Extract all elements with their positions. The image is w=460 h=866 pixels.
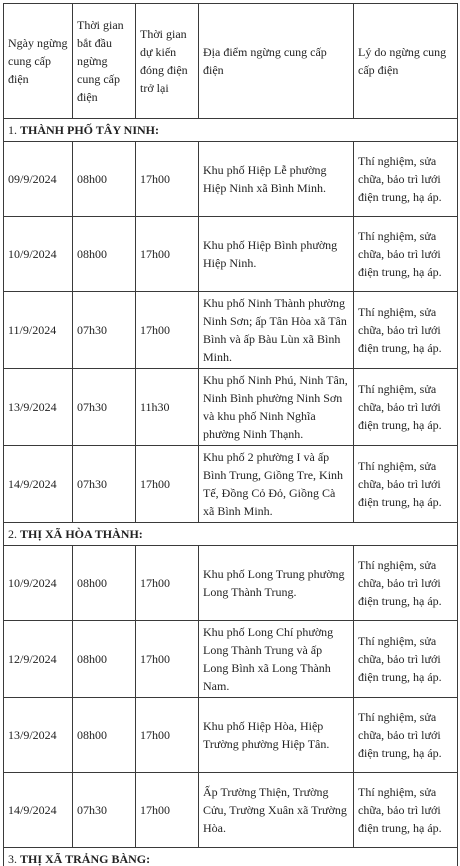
section-title <box>4 523 458 546</box>
table-row <box>4 546 458 621</box>
cell-end-time: 11h30 <box>136 369 199 446</box>
cell-date: 14/9/2024 <box>4 446 73 523</box>
header-date: Ngày ngừng cung cấp điện <box>4 4 73 119</box>
cell-location: Khu phố 2 phường I và ấp Bình Trung, Giồng Tre, Kinh Tế, Đồng Cỏ Đỏ, Giồng Cà xã Bình Minh. <box>199 446 354 523</box>
cell-start-time: 07h30 <box>73 446 136 523</box>
cell-end-time: 17h00 <box>136 142 199 217</box>
cell-reason: Thí nghiệm, sửa chữa, bảo trì lưới điện trung, hạ áp. <box>354 446 458 523</box>
header-location: Địa điểm ngừng cung cấp điện <box>199 4 354 119</box>
cell-start-time: 07h30 <box>73 369 136 446</box>
header-reason: Lý do ngừng cung cấp điện <box>354 4 458 119</box>
table-row <box>4 217 458 292</box>
section-title <box>4 119 458 142</box>
cell-date: 09/9/2024 <box>4 142 73 217</box>
table-body <box>4 119 458 866</box>
table-header <box>4 4 458 119</box>
section-title <box>4 848 458 866</box>
section-header-row <box>4 523 458 546</box>
cell-end-time: 17h00 <box>136 698 199 773</box>
table-row <box>4 292 458 369</box>
cell-reason: Thí nghiệm, sửa chữa, bảo trì lưới điện trung, hạ áp. <box>354 217 458 292</box>
table-row <box>4 142 458 217</box>
cell-start-time: 08h00 <box>73 142 136 217</box>
section-name: THÀNH PHỐ TÂY NINH: <box>20 123 160 137</box>
cell-reason: Thí nghiệm, sửa chữa, bảo trì lưới điện trung, hạ áp. <box>354 621 458 698</box>
table-row <box>4 446 458 523</box>
section-name: THỊ XÃ TRẢNG BÀNG: <box>20 852 151 866</box>
cell-end-time: 17h00 <box>136 217 199 292</box>
section-number: 1. <box>8 123 17 137</box>
cell-date: 12/9/2024 <box>4 621 73 698</box>
cell-date: 10/9/2024 <box>4 546 73 621</box>
cell-end-time: 17h00 <box>136 546 199 621</box>
section-name: THỊ XÃ HÒA THÀNH: <box>20 527 143 541</box>
cell-date: 13/9/2024 <box>4 698 73 773</box>
cell-start-time: 07h30 <box>73 773 136 848</box>
cell-reason: Thí nghiệm, sửa chữa, bảo trì lưới điện trung, hạ áp. <box>354 292 458 369</box>
cell-end-time: 17h00 <box>136 773 199 848</box>
cell-date: 14/9/2024 <box>4 773 73 848</box>
cell-end-time: 17h00 <box>136 446 199 523</box>
header-row <box>4 4 458 119</box>
section-header-row <box>4 848 458 866</box>
cell-start-time: 08h00 <box>73 217 136 292</box>
cell-reason: Thí nghiệm, sửa chữa, bảo trì lưới điện trung, hạ áp. <box>354 773 458 848</box>
cell-date: 13/9/2024 <box>4 369 73 446</box>
cell-start-time: 07h30 <box>73 292 136 369</box>
cell-reason: Thí nghiệm, sửa chữa, bảo trì lưới điện trung, hạ áp. <box>354 369 458 446</box>
header-start-time: Thời gian bắt đầu ngừng cung cấp điện <box>73 4 136 119</box>
cell-date: 11/9/2024 <box>4 292 73 369</box>
cell-location: Khu phố Hiệp Bình phường Hiệp Ninh. <box>199 217 354 292</box>
cell-end-time: 17h00 <box>136 621 199 698</box>
cell-start-time: 08h00 <box>73 698 136 773</box>
table-row <box>4 621 458 698</box>
table-row <box>4 698 458 773</box>
cell-location: Ấp Trường Thiện, Trường Cửu, Trường Xuân xã Trường Hòa. <box>199 773 354 848</box>
cell-location: Khu phố Ninh Thành phường Ninh Sơn; ấp Tân Hòa xã Tân Bình và ấp Bàu Lùn xã Bình Minh. <box>199 292 354 369</box>
cell-end-time: 17h00 <box>136 292 199 369</box>
cell-reason: Thí nghiệm, sửa chữa, bảo trì lưới điện trung, hạ áp. <box>354 546 458 621</box>
cell-reason: Thí nghiệm, sửa chữa, bảo trì lưới điện trung, hạ áp. <box>354 698 458 773</box>
section-header-row <box>4 119 458 142</box>
cell-reason: Thí nghiệm, sửa chữa, bảo trì lưới điện trung, hạ áp. <box>354 142 458 217</box>
section-number: 2. <box>8 527 17 541</box>
cell-location: Khu phố Long Trung phường Long Thành Trung. <box>199 546 354 621</box>
header-end-time: Thời gian dự kiến đóng điện trở lại <box>136 4 199 119</box>
cell-date: 10/9/2024 <box>4 217 73 292</box>
cell-location: Khu phố Ninh Phú, Ninh Tân, Ninh Bình phường Ninh Sơn và khu phố Ninh Nghĩa phường Ninh Thạnh. <box>199 369 354 446</box>
cell-location: Khu phố Long Chí phường Long Thành Trung và ấp Long Bình xã Long Thành Nam. <box>199 621 354 698</box>
table-row <box>4 773 458 848</box>
section-number: 3. <box>8 852 17 866</box>
cell-location: Khu phố Hiệp Lễ phường Hiệp Ninh xã Bình Minh. <box>199 142 354 217</box>
cell-location: Khu phố Hiệp Hòa, Hiệp Trường phường Hiệp Tân. <box>199 698 354 773</box>
power-outage-table <box>3 3 458 866</box>
cell-start-time: 08h00 <box>73 546 136 621</box>
table-row <box>4 369 458 446</box>
cell-start-time: 08h00 <box>73 621 136 698</box>
